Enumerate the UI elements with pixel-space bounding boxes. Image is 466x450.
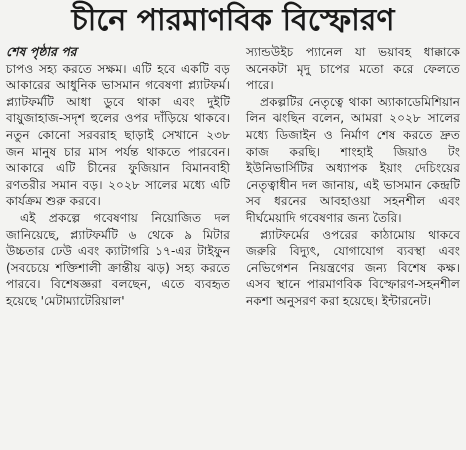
paragraph: প্রকল্পটির নেতৃত্বে থাকা অ্যাকাডেমিশিয়ান লিন ঝংছিন বলেন, আমরা ২০২৮ সালের মধ্যে ডিজাইন ও নির্মাণ শেষ করতে দ্রুত কাজ করছি। শাংহাই জিয়াও টং ইউনিভার্সিটির অধ্যাপক ইয়াং দেচিংয়ের নেতৃত্বাধীন দল জানায়, এই ভাসমান কেন্দ্রটি সব ধরনের আবহাওয়া সহনশীল এবং দীর্ঘমেয়াদি গবেষণার জন্য তৈরি। [246, 94, 460, 225]
paragraph: স্যান্ডউইচ প্যানেল যা ভয়াবহ ধাক্কাকে অনেকটা মৃদু চাপের মতো করে ফেলতে পারে। [246, 45, 460, 93]
headline: চীনে পারমাণবিক বিস্ফোরণ [71, 3, 395, 38]
paragraph: এই প্রকল্পে গবেষণায় নিয়োজিত দল জানিয়েছে, প্ল্যাটফর্মটি ৬ থেকে ৯ মিটার উচ্চতার ঢেউ এবং ক্যাটাগরি ১৭-এর টাইফুন (সবচেয়ে শক্তিশালী ক্রান্তীয় ঝড়) সহ্য করতে পারবে। বিশেষজ্ঞরা বলছেন, এতে ব্যবহৃত হয়েছে 'মেটাম্যাটেরিয়াল' [6, 210, 230, 308]
paragraph: প্ল্যাটফর্মের ওপরের কাঠামোয় থাকবে জরুরি বিদ্যুৎ, যোগাযোগ ব্যবস্থা এবং নেভিগেশন নিয়ন্ত্রণের জন্য বিশেষ কক্ষ। এসব স্থানে পারমাণবিক বিস্ফোরণ-সহনশীল নকশা অনুসরণ করা হয়েছে। ইন্টারনেট। [246, 227, 460, 308]
article-column-right [246, 44, 460, 446]
article-column-left [6, 44, 230, 446]
paragraph: চাপও সহ্য করতে সক্ষম। এটি হবে একটি বড় আকারের আধুনিক ভাসমান গবেষণা প্ল্যাটফর্ম। প্ল্যাটফর্মটি আধা ডুবে থাকা এবং দুইটি বায়ুজাহাজ-সদৃশ হুলের ওপর দাঁড়িয়ে থাকবে। নতুন কোনো সরবরাহ ছাড়াই সেখানে ২৩৮ জন মানুষ চার মাস পর্যন্ত থাকতে পারবেন। আকারে এটি চীনের ফুজিয়ান বিমানবাহী রণতরীর সমান বড়। ২০২৮ সালের মধ্যে এটি কার্যক্রম শুরু করবে। [6, 61, 230, 209]
continuation-kicker: শেষ পৃষ্ঠার পর [6, 44, 77, 59]
